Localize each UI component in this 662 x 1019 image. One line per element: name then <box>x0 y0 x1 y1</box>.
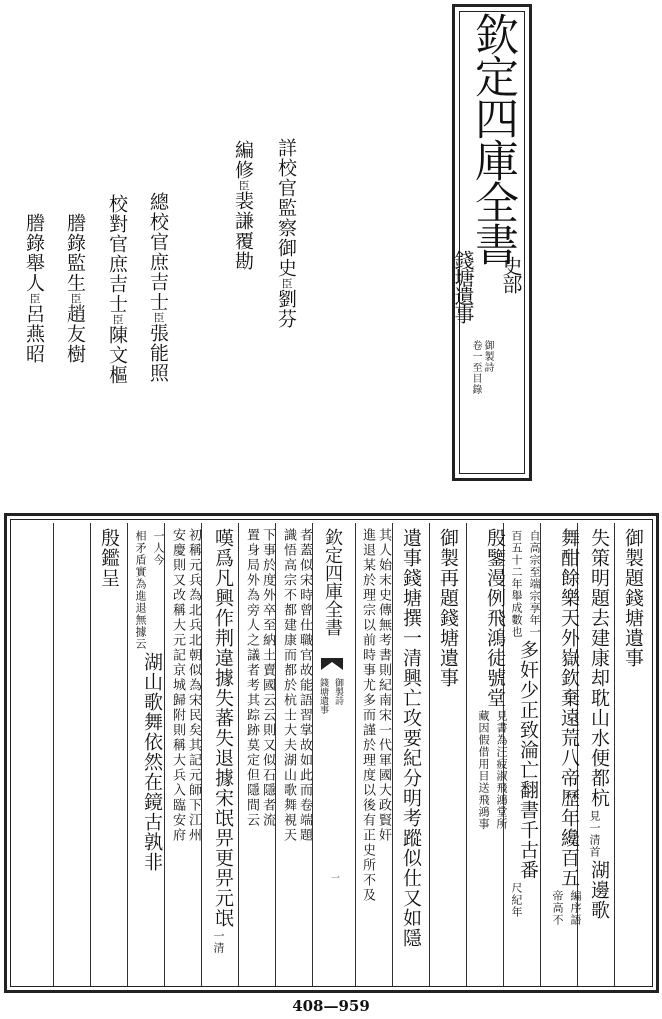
credit-line: 總校官庶吉士臣張能照 <box>147 192 169 383</box>
banner-title: 欽定四庫全書 <box>322 528 343 636</box>
text-column: 初稱元兵為北兵北朝似為宋民矣其記元師下江州 安慶則又改稱大元記京城歸附則稱大兵入臨安府 <box>170 528 201 843</box>
text-column: 下事於度外卒至納土賣國云云則又似石隱者流 置身局外為旁人之議者考其踪跡莫定但隱間云 <box>244 528 275 828</box>
credit-line: 謄錄舉人臣呂燕昭 <box>23 213 45 364</box>
text-column: 御製題錢塘遺事 <box>622 528 644 668</box>
section-label: 史部 <box>499 256 523 292</box>
text-column: 遺事錢塘撰一清興亡攻要紀分明考蹤似仕又如隱 <box>400 528 422 948</box>
credit-line: 編修臣裴謙覆勘 <box>232 140 254 271</box>
text-column: 一人今 相矛盾實為進退無據云 湖山歌舞依然在鏡古孰非 <box>134 530 165 872</box>
sub-note-col: 御製詩 <box>482 340 493 373</box>
fish-tail-icon <box>321 658 343 670</box>
credit-line: 謄錄監生臣趙友樹 <box>64 213 86 364</box>
sub-title: 錢塘遺事 <box>451 250 475 322</box>
center-banner <box>313 528 351 983</box>
banner-page: 一 <box>329 873 339 882</box>
book-title: 欽定四庫全書 <box>467 12 518 264</box>
sub-note-col: 卷一至目錄 <box>470 340 481 395</box>
credit-line: 詳校官監察御史臣劉芬 <box>275 138 297 329</box>
text-column: 御製再題錢塘遺事 <box>437 528 459 688</box>
banner-subtitle: 御製詩 錢塘遺事 <box>318 678 343 714</box>
text-column: 自高宗至端宗享年一 百五十二年舉成數也 多奸少正致淪亡翻書千古番 尺紀年 <box>510 530 541 918</box>
text-column: 失策明題去建康却耽山水便都杭 見一清首 湖邊歌 <box>588 528 610 920</box>
text-column: 殷鑒漫例飛鴻徒號堂 見書為汪疲淑飛鴻堂所 藏因假借用目送飛鴻事 <box>477 528 508 830</box>
text-column: 舞酣餘樂天外嶽欽棄遠荒八帝歷年纔百五 編序語 帝高不 <box>551 528 582 926</box>
credit-line: 校對官庶吉士臣陳文樞 <box>106 194 128 385</box>
text-column: 者蓋似宋時曾仕職官故能語習掌故如此而卷端題 識悟高宗不都建康而都於杭士大夫湖山歌舞視天 <box>281 528 312 843</box>
sub-title-note <box>470 340 492 395</box>
page-number: 408—959 <box>292 997 370 1015</box>
text-column: 嘆爲凡興作荆違據失蕃失退據宋氓畀更畀元氓 一清 <box>212 528 234 954</box>
text-column: 其人始末史傳無考書則紀南宋一代軍國大政賢奸 進退某於理宗以前時事尤多而謹於理度以後有正史所不及 <box>360 528 391 903</box>
text-column: 殷鑑呈 <box>98 528 120 588</box>
